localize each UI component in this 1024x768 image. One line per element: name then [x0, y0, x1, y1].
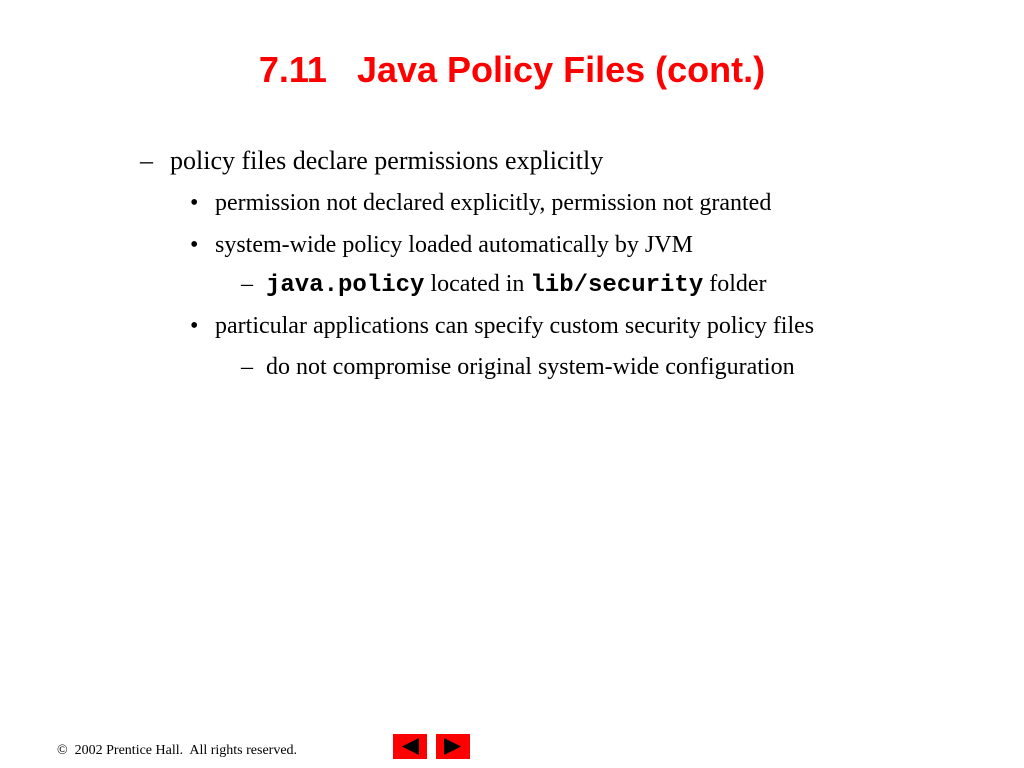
- bullet-text: folder: [703, 271, 767, 297]
- left-arrow-icon: [393, 734, 427, 759]
- bullet-java-policy-location: [241, 271, 767, 299]
- dash-marker: –: [241, 354, 253, 380]
- bullet-text: particular applications can specify custom security policy files: [215, 313, 815, 339]
- bullet-text: located in: [424, 271, 531, 297]
- code-java-policy: java.policy: [266, 272, 425, 299]
- code-lib-security: lib/security: [530, 272, 704, 299]
- right-arrow-icon: [436, 734, 470, 759]
- bullet-text: system-wide policy loaded automatically by JVM: [215, 232, 693, 258]
- bullet-marker: •: [190, 190, 199, 216]
- bullet-text: do not compromise original system-wide configuration: [266, 354, 795, 380]
- bullet-system-wide-policy: [190, 232, 693, 259]
- previous-slide-button[interactable]: [393, 734, 427, 759]
- bullet-policy-files: [140, 146, 603, 176]
- slide-title: 7.11 Java Policy Files (cont.): [258, 49, 766, 90]
- next-slide-button[interactable]: [436, 734, 470, 759]
- bullet-do-not-compromise: [241, 354, 795, 381]
- dash-marker: –: [241, 271, 253, 297]
- copyright-footer: © 2002 Prentice Hall. All rights reserved.: [57, 743, 298, 758]
- bullet-text: permission not declared explicitly, permission not granted: [215, 190, 772, 216]
- bullet-marker: •: [190, 232, 199, 258]
- dash-marker: –: [140, 146, 153, 175]
- bullet-text: policy files declare permissions explicitly: [170, 146, 604, 175]
- bullet-permission-not-declared: [190, 190, 771, 217]
- bullet-marker: •: [190, 313, 199, 339]
- bullet-particular-applications: [190, 313, 814, 340]
